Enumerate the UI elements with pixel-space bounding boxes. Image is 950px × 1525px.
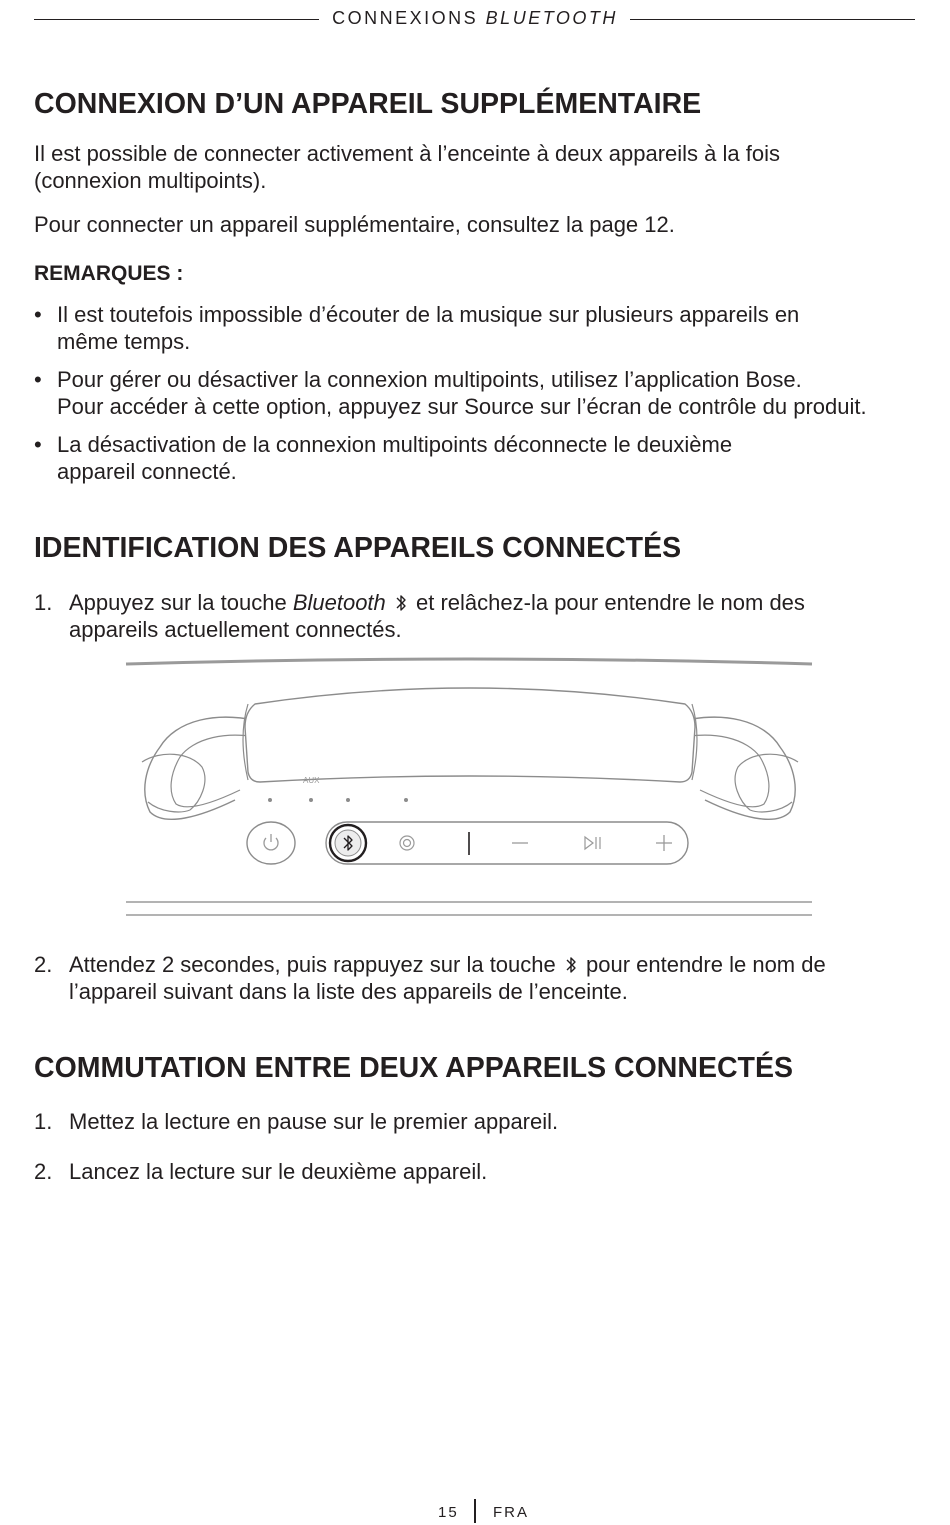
step-number: 1.: [34, 1109, 53, 1134]
header-title: CONNEXIONS: [332, 8, 479, 28]
footer-divider: [474, 1499, 476, 1523]
step-number: 2.: [34, 1159, 53, 1184]
list-item-line: Il est toutefois impossible d’écouter de la musique sur plusieurs appareils en: [57, 302, 800, 327]
speaker-illustration: [120, 652, 820, 922]
page-number: 15: [438, 1504, 459, 1521]
header-title-italic: BLUETOOTH: [485, 8, 618, 28]
language-code: FRA: [493, 1504, 529, 1521]
section-heading-identify-devices: IDENTIFICATION DES APPAREILS CONNECTÉS: [34, 532, 682, 564]
section-heading-additional-device: CONNEXION D’UN APPAREIL SUPPLÉMENTAIRE: [34, 88, 702, 120]
step-number: 2.: [34, 952, 53, 977]
step-text: et relâchez-la pour entendre le nom des: [409, 590, 805, 615]
step-text: Appuyez sur la touche: [69, 590, 293, 615]
indicator-light: [309, 798, 313, 802]
list-item-line: Pour gérer ou désactiver la connexion multipoints, utilisez l’application Bose.: [57, 367, 802, 392]
section-heading-switch-devices: COMMUTATION ENTRE DEUX APPAREILS CONNECTÉS: [34, 1052, 793, 1084]
aux-label: AUX: [303, 776, 320, 785]
remarks-label: REMARQUES :: [34, 262, 184, 285]
indicator-light: [268, 798, 272, 802]
list-item-line: La désactivation de la connexion multipoints déconnecte le deuxième: [57, 432, 733, 457]
bullet-icon: •: [34, 367, 42, 392]
running-header: [0, 8, 950, 29]
bluetooth-button: [330, 825, 366, 861]
step-text: pour entendre le nom de: [579, 952, 826, 977]
control-strip: [326, 822, 688, 864]
step-text-italic: Bluetooth: [292, 590, 386, 615]
paragraph-line: Il est possible de connecter activement à l’enceinte à deux appareils à la fois: [34, 141, 780, 166]
indicator-light: [346, 798, 350, 802]
bullet-icon: •: [34, 432, 42, 457]
step-text: appareils actuellement connectés.: [69, 617, 402, 642]
list-item-line: appareil connecté.: [57, 459, 237, 484]
paragraph-multipoint: [34, 140, 914, 194]
bluetooth-icon: [395, 593, 407, 613]
paragraph-see-page: Pour connecter un appareil supplémentaire, consultez la page 12.: [34, 212, 675, 237]
power-button: [247, 822, 295, 864]
step-number: 1.: [34, 590, 53, 615]
step-text: l’appareil suivant dans la liste des appareils de l’enceinte.: [69, 979, 628, 1004]
step-text: Lancez la lecture sur le deuxième appareil.: [69, 1159, 488, 1184]
step-text: Attendez 2 secondes, puis rappuyez sur la touche: [69, 952, 562, 977]
bullet-icon: •: [34, 302, 42, 327]
list-item-line: même temps.: [57, 329, 191, 354]
paragraph-line: (connexion multipoints).: [34, 168, 267, 193]
list-item-line: Pour accéder à cette option, appuyez sur Source sur l’écran de contrôle du produit.: [57, 394, 867, 419]
indicator-light: [404, 798, 408, 802]
bluetooth-icon: [565, 955, 577, 975]
step-text: Mettez la lecture en pause sur le premier appareil.: [69, 1109, 559, 1134]
